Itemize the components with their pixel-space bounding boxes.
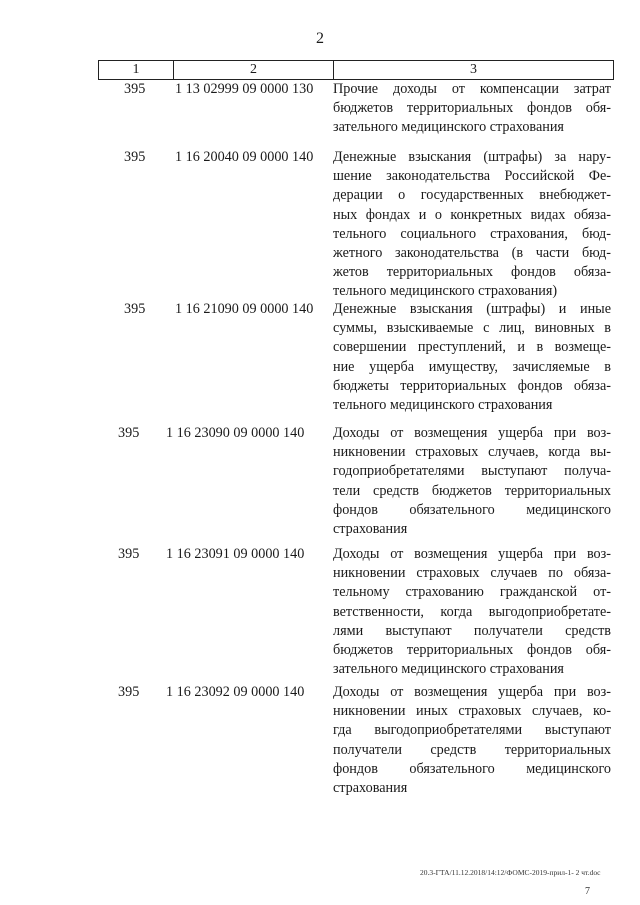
admin-code-cell: 395 <box>118 425 140 441</box>
budget-classification-code-cell: 1 16 23092 09 0000 140 <box>166 684 305 700</box>
column-header-3: 3 <box>470 62 477 77</box>
description-line: никновении страховых случаев, когда вы- <box>333 444 611 461</box>
budget-classification-code-cell: 1 16 23091 09 0000 140 <box>166 546 305 562</box>
description-line: ние ущерба имуществу, зачисляемые в <box>333 358 611 375</box>
description-line: дерации о государственных внебюджет- <box>333 187 611 204</box>
admin-code-cell: 395 <box>124 81 146 97</box>
description-line: Прочие доходы от компенсации затрат <box>333 81 611 97</box>
admin-code-cell: 395 <box>124 301 146 317</box>
description-line: ветственности, когда выгодоприобретате- <box>333 603 611 620</box>
description-line: совершении преступлений, и в возмеще- <box>333 339 611 356</box>
revenue-description-cell <box>333 424 611 539</box>
table-column-header <box>98 60 614 80</box>
description-line: шение законодательства Российской Фе- <box>333 168 611 185</box>
description-line: тельному страхованию гражданской от- <box>333 584 611 601</box>
description-line: зательного медицинского страхования <box>333 119 564 136</box>
description-line: никновении страховых случаев по обяза- <box>333 565 611 582</box>
description-line: зательного медицинского страхования <box>333 661 564 678</box>
description-line: бюджеты территориальных фондов обяза- <box>333 377 611 394</box>
document-file-reference: 20.3-ГТА/11.12.2018/14:12/ФОМС-2019-прил-1- 2 чт.doc <box>420 868 601 877</box>
admin-code-cell: 395 <box>118 684 140 700</box>
description-line: получатели средств территориальных <box>333 741 611 758</box>
column-header-1: 1 <box>99 61 174 79</box>
budget-classification-code-cell: 1 16 20040 09 0000 140 <box>175 149 314 165</box>
description-line: тельного медицинского страхования <box>333 397 553 414</box>
revenue-description-cell <box>333 80 611 138</box>
description-line: тельного социального страхования, бюд- <box>333 225 611 242</box>
revenue-description-cell <box>333 545 611 679</box>
description-line: жетного законодательства (в части бюд- <box>333 245 611 262</box>
description-line: жетов территориальных фондов обяза- <box>333 264 611 281</box>
description-line: гда выгодоприобретателями выступают <box>333 722 611 739</box>
description-line: бюджетов территориальных фондов обя- <box>333 642 611 659</box>
description-line: годоприобретателями выступают получа- <box>333 463 611 480</box>
admin-code-cell: 395 <box>118 546 140 562</box>
revenue-description-cell <box>333 683 611 798</box>
admin-code-cell: 395 <box>124 149 146 165</box>
description-line: страхования <box>333 780 408 797</box>
description-line: ных фондах и о конкретных видах обяза- <box>333 206 611 223</box>
description-line: фондов обязательного медицинского <box>333 760 611 777</box>
revenue-description-cell <box>333 148 611 302</box>
revenue-description-cell <box>333 300 611 415</box>
description-line: Денежные взыскания (штрафы) за нару- <box>333 149 611 165</box>
page-number: 2 <box>316 30 324 47</box>
column-header-2: 2 <box>174 61 334 79</box>
description-line: страхования <box>333 521 408 538</box>
description-line: Доходы от возмещения ущерба при воз- <box>333 684 611 700</box>
description-line: бюджетов территориальных фондов обя- <box>333 100 611 117</box>
footer-mark: 7 <box>585 886 590 897</box>
description-line: Доходы от возмещения ущерба при воз- <box>333 546 611 562</box>
description-line: суммы, взыскиваемые с лиц, виновных в <box>333 320 611 337</box>
description-line: Доходы от возмещения ущерба при воз- <box>333 425 611 441</box>
description-line: Денежные взыскания (штрафы) и иные <box>333 301 611 317</box>
description-line: тельного медицинского страхования) <box>333 283 558 300</box>
description-line: лями выступают получатели средств <box>333 622 611 639</box>
description-line: никновении иных страховых случаев, ко- <box>333 703 611 720</box>
description-line: тели средств бюджетов территориальных <box>333 482 611 499</box>
budget-classification-code-cell: 1 13 02999 09 0000 130 <box>175 81 314 97</box>
budget-classification-code-cell: 1 16 23090 09 0000 140 <box>166 425 305 441</box>
budget-classification-code-cell: 1 16 21090 09 0000 140 <box>175 301 314 317</box>
description-line: фондов обязательного медицинского <box>333 501 611 518</box>
